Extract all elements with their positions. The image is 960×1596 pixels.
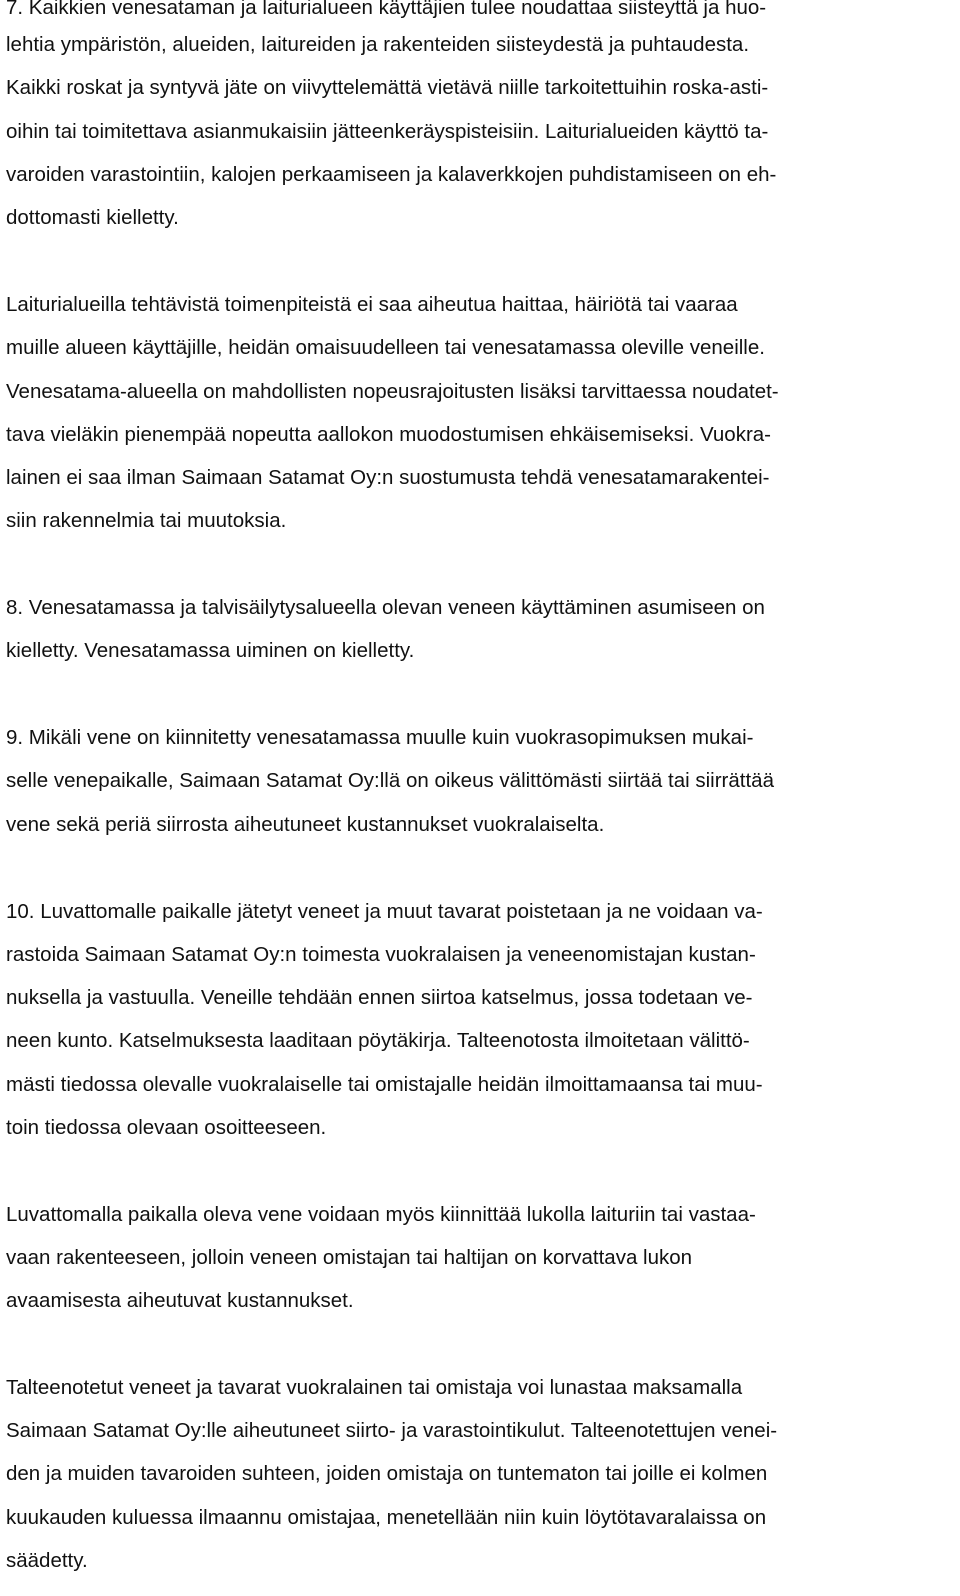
text-line: 10. Luvattomalle paikalle jätetyt veneet ja muut tavarat poistetaan ja ne voidaan va- xyxy=(6,900,763,923)
text-line: tava vieläkin pienempää nopeutta aallokon muodostumisen ehkäisemiseksi. Vuokra- xyxy=(6,423,772,446)
text-line: toin tiedossa olevaan osoitteeseen. xyxy=(6,1116,327,1139)
text-line: selle venepaikalle, Saimaan Satamat Oy:llä on oikeus välittömästi siirtää tai siirrättää xyxy=(6,769,774,792)
text-line: rastoida Saimaan Satamat Oy:n toimesta vuokralaisen ja veneenomistajan kustan- xyxy=(6,943,756,966)
text-line: kuukauden kuluessa ilmaannu omistajaa, menetellään niin kuin löytötavaralaissa on xyxy=(6,1506,767,1529)
text-line: muille alueen käyttäjille, heidän omaisuudelleen tai venesatamassa oleville veneille. xyxy=(6,336,765,359)
text-line: den ja muiden tavaroiden suhteen, joiden omistaja on tuntematon tai joille ei kolmen xyxy=(6,1462,768,1485)
text-line: kielletty. Venesatamassa uiminen on kielletty. xyxy=(6,639,415,662)
text-line: säädetty. xyxy=(6,1549,88,1572)
text-line: 8. Venesatamassa ja talvisäilytysalueella olevan veneen käyttäminen asumiseen on xyxy=(6,596,765,619)
text-line: Talteenotetut veneet ja tavarat vuokralainen tai omistaja voi lunastaa maksamalla xyxy=(6,1376,743,1399)
text-line: vene sekä periä siirrosta aiheutuneet kustannukset vuokralaiselta. xyxy=(6,813,605,836)
text-line: dottomasti kielletty. xyxy=(6,206,179,229)
text-line: oihin tai toimitettava asianmukaisiin jätteenkeräyspisteisiin. Laiturialueiden käyttö ta- xyxy=(6,120,769,143)
text-line: Kaikki roskat ja syntyvä jäte on viivyttelemättä vietävä niille tarkoitettuihin roska-asti- xyxy=(6,76,769,99)
text-line: lainen ei saa ilman Saimaan Satamat Oy:n suostumusta tehdä venesatamarakentei- xyxy=(6,466,770,489)
text-line: Luvattomalla paikalla oleva vene voidaan myös kiinnittää lukolla laituriin tai vastaa- xyxy=(6,1203,756,1226)
text-line: vaan rakenteeseen, jolloin veneen omistajan tai haltijan on korvattava lukon xyxy=(6,1246,693,1269)
text-line: mästi tiedossa olevalle vuokralaiselle tai omistajalle heidän ilmoittamaansa tai muu- xyxy=(6,1073,763,1096)
text-line: lehtia ympäristön, alueiden, laitureiden ja rakenteiden siisteydestä ja puhtaudesta. xyxy=(6,33,750,56)
text-line: siin rakennelmia tai muutoksia. xyxy=(6,509,287,532)
text-line: Saimaan Satamat Oy:lle aiheutuneet siirto- ja varastointikulut. Talteenotettujen venei- xyxy=(6,1419,778,1442)
text-line: 7. Kaikkien venesataman ja laiturialueen käyttäjien tulee noudattaa siisteyttä ja huo- xyxy=(6,0,767,19)
text-line: nuksella ja vastuulla. Veneille tehdään ennen siirtoa katselmus, jossa todetaan ve- xyxy=(6,986,753,1009)
text-line: Venesatama-alueella on mahdollisten nopeusrajoitusten lisäksi tarvittaessa noudatet- xyxy=(6,380,779,403)
text-line: neen kunto. Katselmuksesta laaditaan pöytäkirja. Talteenotosta ilmoitetaan välittö- xyxy=(6,1029,750,1052)
text-line: avaamisesta aiheutuvat kustannukset. xyxy=(6,1289,354,1312)
text-line: varoiden varastointiin, kalojen perkaamiseen ja kalaverkkojen puhdistamiseen on eh- xyxy=(6,163,777,186)
text-line: Laiturialueilla tehtävistä toimenpiteistä ei saa aiheutua haittaa, häiriötä tai vaaraa xyxy=(6,293,738,316)
text-line: 9. Mikäli vene on kiinnitetty venesatamassa muulle kuin vuokrasopimuksen mukai- xyxy=(6,726,754,749)
